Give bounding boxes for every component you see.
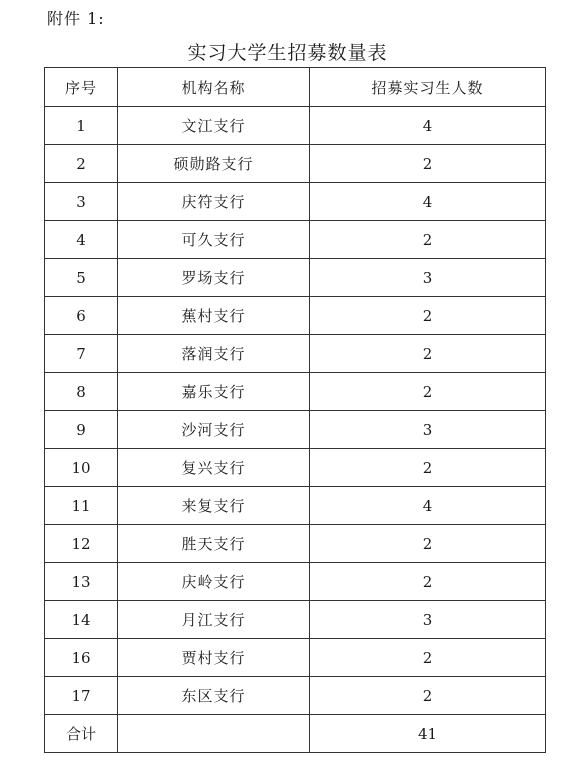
cell-serial-number: 3 [45, 183, 118, 221]
cell-serial-number: 7 [45, 335, 118, 373]
cell-intern-count: 3 [310, 601, 546, 639]
cell-serial-number: 5 [45, 259, 118, 297]
cell-institution-name: 蕉村支行 [118, 297, 310, 335]
cell-intern-count: 4 [310, 107, 546, 145]
cell-institution-name: 东区支行 [118, 677, 310, 715]
cell-serial-number: 13 [45, 563, 118, 601]
table-row [45, 601, 546, 639]
cell-institution-name: 庆岭支行 [118, 563, 310, 601]
cell-institution-name: 贾村支行 [118, 639, 310, 677]
total-label: 合计 [45, 715, 118, 753]
cell-intern-count: 2 [310, 449, 546, 487]
cell-serial-number: 1 [45, 107, 118, 145]
cell-institution-name: 胜天支行 [118, 525, 310, 563]
attachment-label: 附件 1: [47, 9, 105, 28]
table-total-row [45, 715, 546, 753]
cell-intern-count: 2 [310, 563, 546, 601]
header-intern-count: 招募实习生人数 [310, 68, 546, 107]
table-row [45, 297, 546, 335]
cell-intern-count: 4 [310, 487, 546, 525]
total-count: 41 [310, 715, 546, 753]
cell-intern-count: 4 [310, 183, 546, 221]
cell-serial-number: 6 [45, 297, 118, 335]
cell-serial-number: 14 [45, 601, 118, 639]
table-row [45, 487, 546, 525]
table-row [45, 183, 546, 221]
cell-intern-count: 2 [310, 145, 546, 183]
header-serial-number: 序号 [45, 68, 118, 107]
table-row [45, 411, 546, 449]
total-name-cell [118, 715, 310, 753]
page-title: 实习大学生招募数量表 [187, 42, 388, 64]
table-row [45, 335, 546, 373]
cell-institution-name: 罗场支行 [118, 259, 310, 297]
cell-institution-name: 嘉乐支行 [118, 373, 310, 411]
cell-serial-number: 12 [45, 525, 118, 563]
table-row [45, 145, 546, 183]
table-row [45, 563, 546, 601]
table-row [45, 107, 546, 145]
cell-serial-number: 10 [45, 449, 118, 487]
cell-intern-count: 2 [310, 373, 546, 411]
table-row [45, 373, 546, 411]
cell-serial-number: 4 [45, 221, 118, 259]
cell-intern-count: 2 [310, 335, 546, 373]
cell-institution-name: 来复支行 [118, 487, 310, 525]
cell-serial-number: 17 [45, 677, 118, 715]
header-institution-name: 机构名称 [118, 68, 310, 107]
table-row [45, 677, 546, 715]
cell-intern-count: 2 [310, 525, 546, 563]
cell-institution-name: 复兴支行 [118, 449, 310, 487]
cell-serial-number: 2 [45, 145, 118, 183]
cell-intern-count: 2 [310, 677, 546, 715]
cell-serial-number: 11 [45, 487, 118, 525]
cell-serial-number: 8 [45, 373, 118, 411]
table-row [45, 259, 546, 297]
cell-serial-number: 9 [45, 411, 118, 449]
cell-institution-name: 可久支行 [118, 221, 310, 259]
cell-intern-count: 2 [310, 639, 546, 677]
cell-serial-number: 16 [45, 639, 118, 677]
table-row [45, 525, 546, 563]
cell-institution-name: 庆符支行 [118, 183, 310, 221]
cell-institution-name: 文江支行 [118, 107, 310, 145]
cell-institution-name: 硕勋路支行 [118, 145, 310, 183]
table-header-row [45, 68, 546, 107]
cell-intern-count: 3 [310, 259, 546, 297]
cell-intern-count: 3 [310, 411, 546, 449]
table-row [45, 639, 546, 677]
cell-intern-count: 2 [310, 221, 546, 259]
table-row [45, 449, 546, 487]
table-row [45, 221, 546, 259]
recruitment-table [44, 67, 546, 753]
cell-institution-name: 月江支行 [118, 601, 310, 639]
cell-intern-count: 2 [310, 297, 546, 335]
cell-institution-name: 落润支行 [118, 335, 310, 373]
cell-institution-name: 沙河支行 [118, 411, 310, 449]
